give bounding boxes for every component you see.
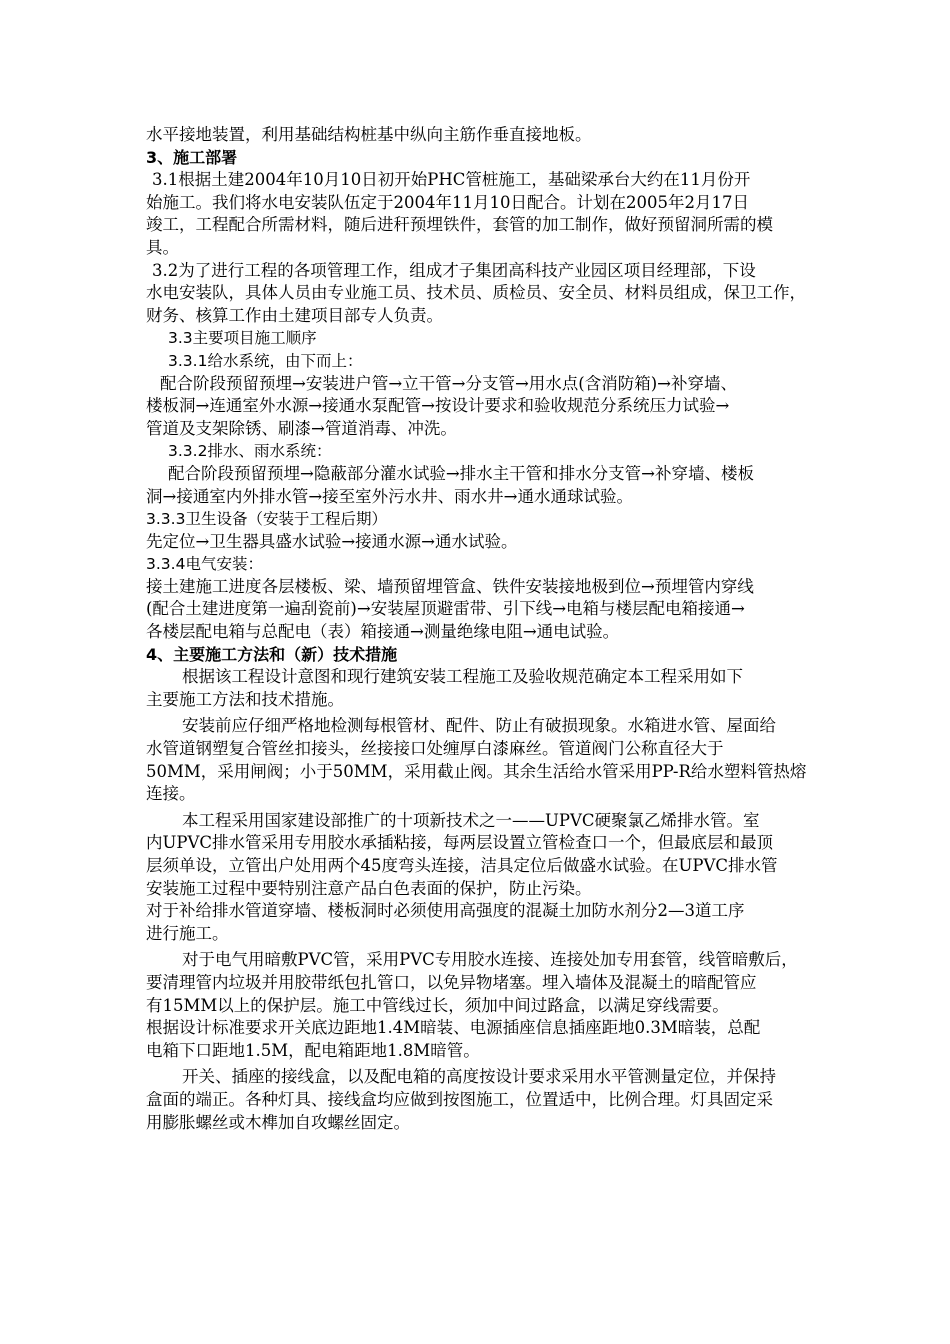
text-line: 层须单设，立管出户处用两个45度弯头连接，洁具定位后做盛水试验。在UPVC排水管 [146, 856, 778, 875]
document-page [146, 124, 858, 1134]
text-line: 对于电气用暗敷PVC管，采用PVC专用胶水连接、连接处加专用套管，线管暗敷后， [182, 950, 798, 970]
section-heading: 4、主要施工方法和（新）技术措施 [146, 644, 398, 664]
text-line: 有15MM以上的保护层。施工中管线过长，须加中间过路盒，以满足穿线需要。 [146, 995, 729, 1015]
text-line: 楼板洞→连通室外水源→接通水泵配管→按设计要求和验收规范分系统压力试验→ [146, 396, 730, 416]
text-line: 盒面的端正。各种灯具、接线盒均应做到按图施工，位置适中，比例合理。灯具固定采 [146, 1089, 773, 1109]
text-line: 配合阶段预留预埋→隐蔽部分灌水试验→排水主干管和排水分支管→补穿墙、楼板 [168, 463, 754, 483]
text-line: 50MM，采用闸阀；小于50MM，采用截止阀。其余生活给水管采用PP-R给水塑料管热熔 [146, 761, 807, 781]
section-heading: 3.3.3卫生设备（安装于工程后期） [146, 510, 387, 529]
text-line: 安装施工过程中要特别注意产品白色表面的保护，防止污染。 [146, 878, 592, 898]
text-line: 财务、核算工作由土建项目部专人负责。 [146, 305, 443, 325]
text-line: 本工程采用国家建设部推广的十项新技术之一——UPVC硬聚氯乙烯排水管。室 [182, 810, 760, 830]
section-heading: 3.3.1给水系统，由下而上： [168, 351, 363, 370]
text-line: 具。 [146, 237, 179, 257]
text-line: 洞→接通室内外排水管→接至室外污水井、雨水井→通水通球试验。 [146, 486, 633, 506]
text-line: 进行施工。 [146, 923, 229, 943]
section-heading: 3.3.4电气安装： [146, 555, 263, 574]
text-line: 要清理管内垃圾并用胶带纸包扎管口，以免异物堵塞。埋入墙体及混凝土的暗配管应 [146, 972, 757, 992]
text-line: 用膨胀螺丝或木榫加自攻螺丝固定。 [146, 1112, 410, 1132]
text-line: 竣工，工程配合所需材料，随后进秆预埋铁件，套管的加工制作，做好预留洞所需的模 [146, 215, 773, 235]
text-line: 水平接地装置，利用基础结构桩基中纵向主筋作垂直接地板。 [146, 125, 592, 144]
text-line: 各楼层配电箱与总配电（表）箱接通→测量绝缘电阻→通电试验。 [146, 622, 620, 642]
text-line: 开关、插座的接线盒，以及配电箱的高度按设计要求采用水平管测量定位，并保持 [182, 1067, 776, 1087]
text-line: 水管道钢塑复合管丝扣接头，丝接接口处缠厚白漆麻丝。管道阀门公称直径大于 [146, 739, 724, 759]
text-line: 安装前应仔细严格地检测每根管材、配件、防止有破损现象。水箱进水管、屋面给 [182, 716, 776, 736]
text-line: 主要施工方法和技术措施。 [146, 689, 344, 709]
text-line: 电箱下口距地1.5M，配电箱距地1.8M暗管。 [146, 1040, 480, 1060]
text-line: 3.2为了进行工程的各项管理工作，组成才子集团高科技产业园区项目经理部，下设 [152, 260, 756, 280]
text-line: 对于补给排水管道穿墙、楼板洞时必须使用高强度的混凝土加防水剂分2—3道工序 [146, 901, 745, 921]
text-line: 内UPVC排水管采用专用胶水承插粘接，每两层设置立管检查口一个，但最底层和最顶 [146, 833, 774, 853]
text-line: 接土建施工进度各层楼板、梁、墙预留埋管盒、铁件安装接地极到位→预埋管内穿线 [146, 576, 754, 596]
text-line: 根据该工程设计意图和现行建筑安装工程施工及验收规范确定本工程采用如下 [182, 667, 743, 687]
text-line: 根据设计标准要求开关底边距地1.4M暗装、电源插座信息插座距地0.3M暗装，总配 [146, 1018, 761, 1038]
section-heading: 3.3.2排水、雨水系统： [168, 442, 332, 461]
text-line: 水电安装队，具体人员由专业施工员、技术员、质检员、安全员、材料员组成，保卫工作， [146, 283, 806, 303]
text-line: 3.1根据土建2004年10月10日初开始PHC管桩施工，基础梁承台大约在11月份开 [152, 170, 751, 190]
text-line: 先定位→卫生器具盛水试验→接通水源→通水试验。 [146, 531, 518, 551]
text-line: 配合阶段预留预埋→安装进户管→立干管→分支管→用水点(含消防箱)→补穿墙、 [160, 373, 738, 393]
text-line: 始施工。我们将水电安装队伍定于2004年11月10日配合。计划在2005年2月17日 [146, 192, 749, 212]
section-heading: 3.3主要项目施工顺序 [168, 329, 317, 348]
text-line: 连接。 [146, 784, 196, 804]
text-line: (配合土建进度第一遍刮瓷前)→安装屋顶避雷带、引下线→电箱与楼层配电箱接通→ [146, 599, 745, 619]
section-heading: 3、施工部署 [146, 147, 238, 167]
text-line: 管道及支架除锈、刷漆→管道消毒、冲洗。 [146, 418, 457, 438]
